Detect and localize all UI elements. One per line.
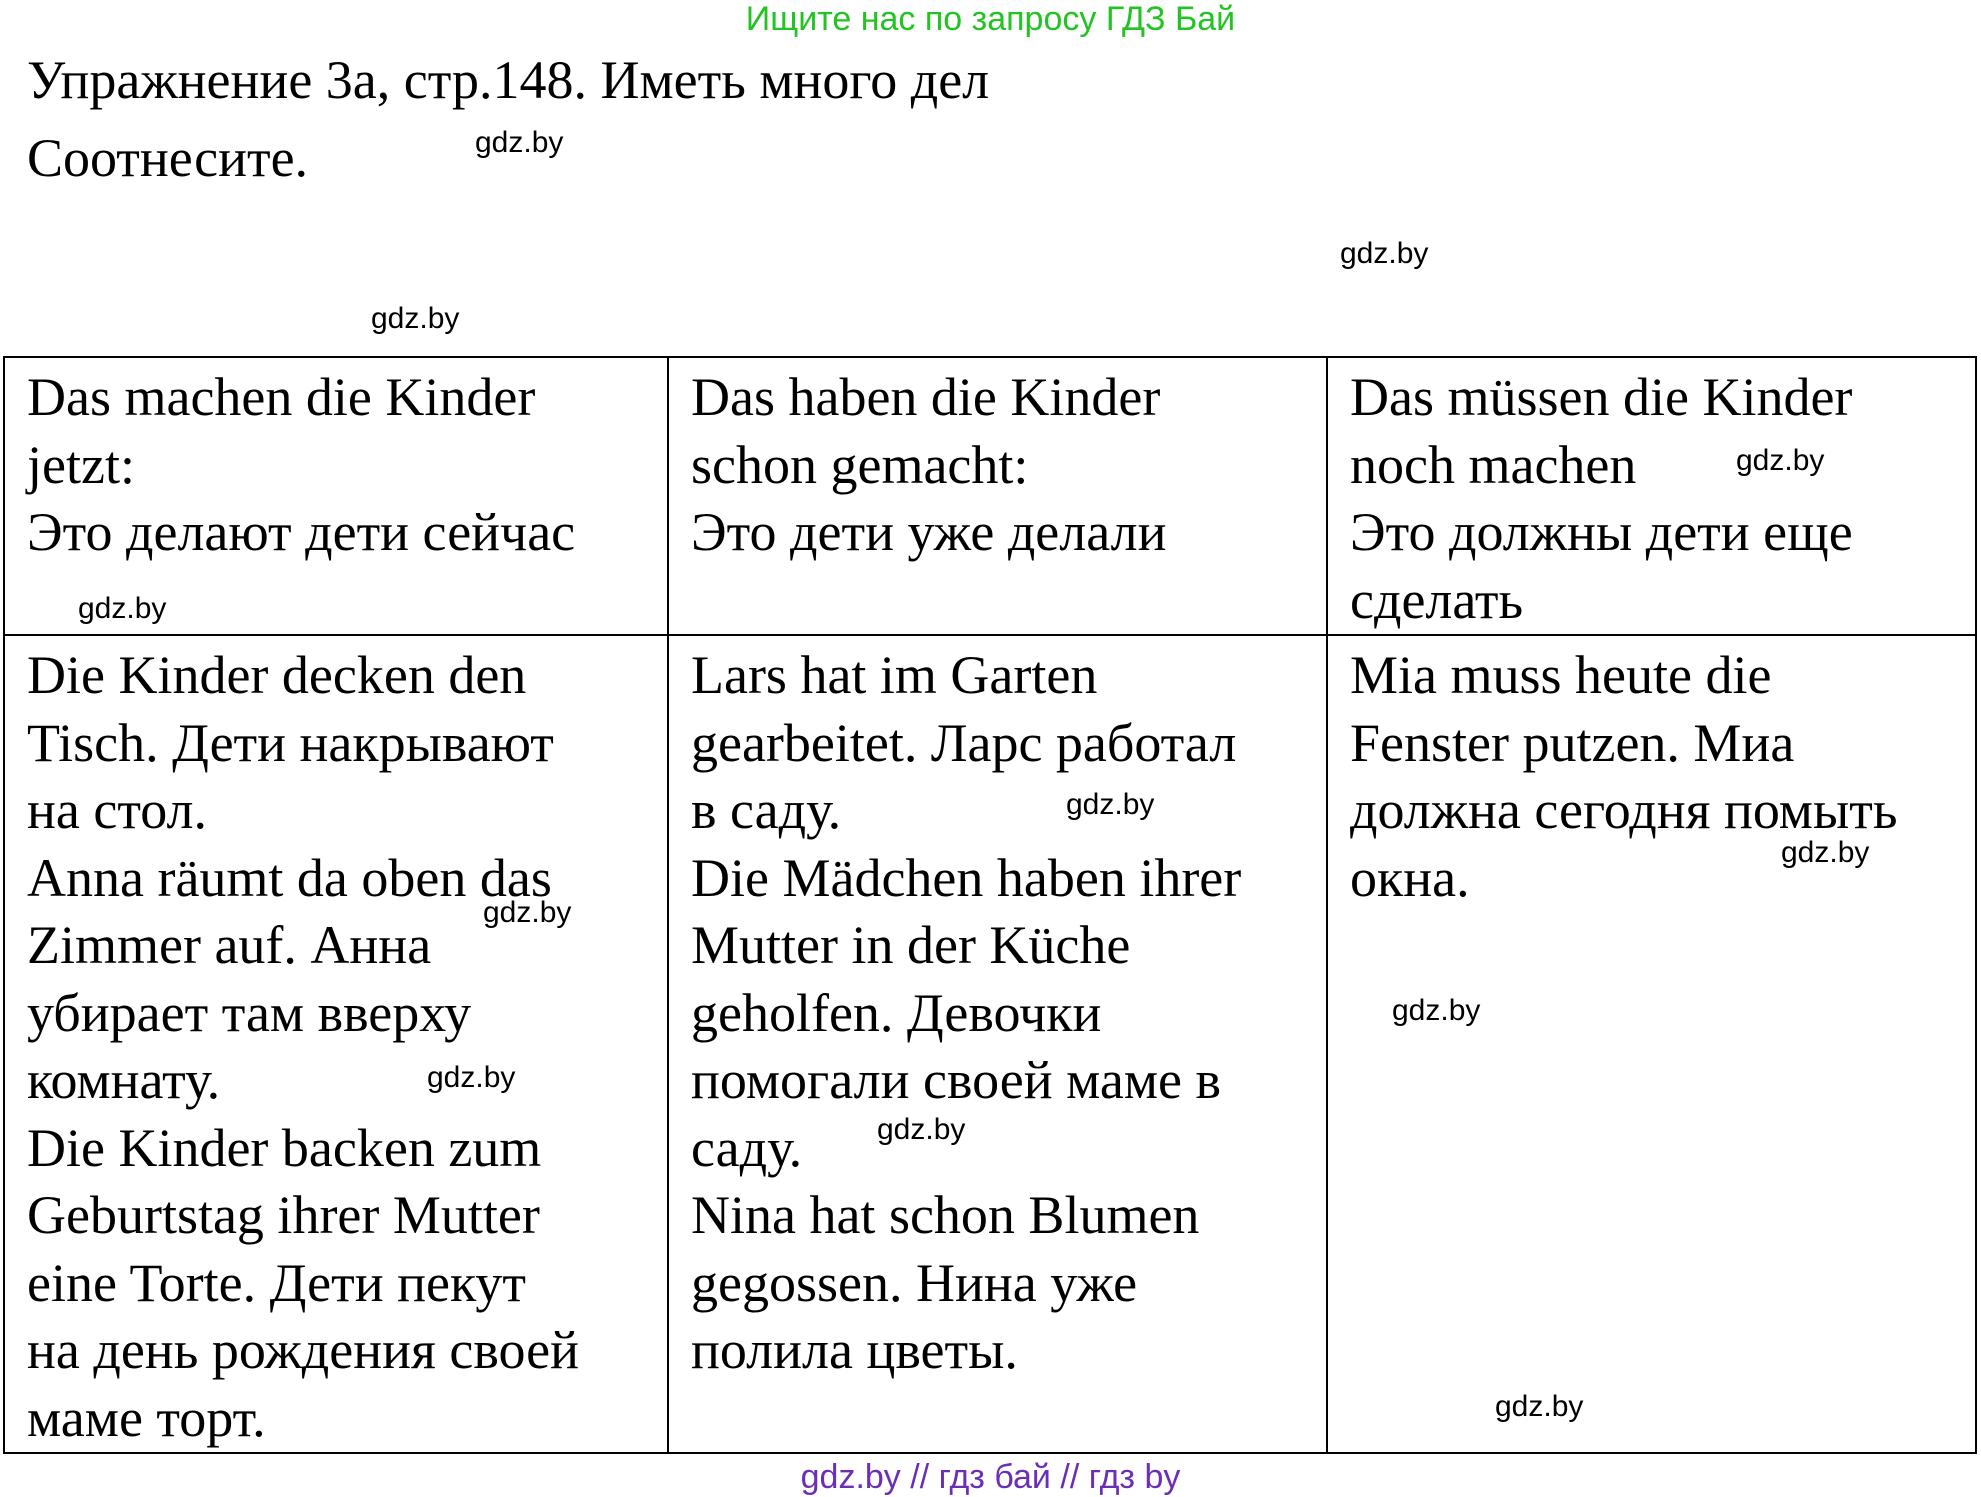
cell-line: на день рождения своей bbox=[27, 1320, 579, 1380]
table-header-row bbox=[4, 357, 1976, 635]
cell-line: Das machen die Kinder bbox=[27, 367, 536, 427]
cell-line: jetzt: bbox=[27, 434, 135, 495]
watermark: gdz.by bbox=[427, 1061, 516, 1094]
cell-line: Die Mädchen haben ihrer bbox=[691, 847, 1242, 908]
top-banner: Ищите нас по запросу ГДЗ Бай bbox=[745, 0, 1236, 38]
cell-line: сделать bbox=[1350, 569, 1524, 630]
watermark: gdz.by bbox=[475, 126, 564, 159]
cell-line: Это делают дети сейчас bbox=[27, 502, 576, 562]
cell-line: Das haben die Kinder bbox=[691, 367, 1161, 427]
cell-line: полила цветы. bbox=[691, 1320, 1018, 1380]
cell-line: Nina hat schon Blumen bbox=[691, 1185, 1200, 1245]
cell-line: gearbeitet. Ларс работал bbox=[691, 712, 1237, 773]
cell-line: Lars hat im Garten bbox=[691, 645, 1098, 705]
cell-line: должна сегодня помыть bbox=[1350, 780, 1898, 840]
cell-line: комнату. bbox=[27, 1050, 221, 1110]
header-cell-done bbox=[668, 357, 1327, 635]
watermark: gdz.by bbox=[1392, 994, 1481, 1027]
cell-line: eine Torte. Дети пекут bbox=[27, 1252, 527, 1313]
watermark: gdz.by bbox=[1736, 444, 1825, 477]
table-body-row bbox=[4, 635, 1976, 1453]
watermark: gdz.by bbox=[1781, 836, 1870, 869]
cell-line: schon gemacht: bbox=[691, 434, 1029, 495]
cell-line: окна. bbox=[1350, 847, 1470, 908]
watermark: gdz.by bbox=[1495, 1390, 1584, 1423]
exercise-instruction: Соотнесите. bbox=[27, 128, 309, 188]
cell-line: убирает там вверху bbox=[27, 982, 472, 1043]
matching-table bbox=[3, 356, 1977, 1454]
cell-line: на стол. bbox=[27, 780, 207, 840]
cell-line: Geburtstag ihrer Mutter bbox=[27, 1185, 540, 1245]
watermark: gdz.by bbox=[371, 302, 460, 335]
footer-links: gdz.by // гдз бай // гдз by bbox=[800, 1458, 1181, 1496]
cell-line: geholfen. Девочки bbox=[691, 982, 1102, 1043]
cell-line: в саду. bbox=[691, 780, 842, 840]
cell-line: Zimmer auf. Анна bbox=[27, 915, 432, 975]
body-cell-done bbox=[668, 635, 1327, 1453]
cell-line: Mia muss heute die bbox=[1350, 645, 1772, 705]
watermark: gdz.by bbox=[1066, 788, 1155, 821]
cell-line: Это дети уже делали bbox=[691, 502, 1167, 562]
cell-line: Fenster putzen. Миа bbox=[1350, 712, 1795, 773]
watermark: gdz.by bbox=[78, 592, 167, 625]
watermark: gdz.by bbox=[483, 896, 572, 929]
cell-line: маме торт. bbox=[27, 1387, 266, 1448]
cell-line: noch machen bbox=[1350, 434, 1637, 495]
cell-line: Mutter in der Küche bbox=[691, 915, 1131, 975]
cell-line: Die Kinder decken den bbox=[27, 645, 527, 705]
body-cell-todo bbox=[1327, 635, 1976, 1453]
cell-line: Tisch. Дети накрывают bbox=[27, 712, 554, 773]
cell-line: Die Kinder backen zum bbox=[27, 1117, 542, 1178]
cell-line: саду. bbox=[691, 1117, 803, 1178]
body-cell-now bbox=[4, 635, 668, 1453]
watermark: gdz.by bbox=[1340, 237, 1429, 270]
cell-line: Das müssen die Kinder bbox=[1350, 367, 1853, 427]
exercise-title: Упражнение 3а, стр.148. Иметь много дел bbox=[27, 50, 990, 110]
cell-line: Anna räumt da oben das bbox=[27, 847, 552, 908]
cell-line: Это должны дети еще bbox=[1350, 502, 1853, 562]
cell-line: gegossen. Нина уже bbox=[691, 1252, 1138, 1313]
header-cell-todo bbox=[1327, 357, 1976, 635]
watermark: gdz.by bbox=[877, 1113, 966, 1146]
cell-line: помогали своей маме в bbox=[691, 1050, 1222, 1110]
